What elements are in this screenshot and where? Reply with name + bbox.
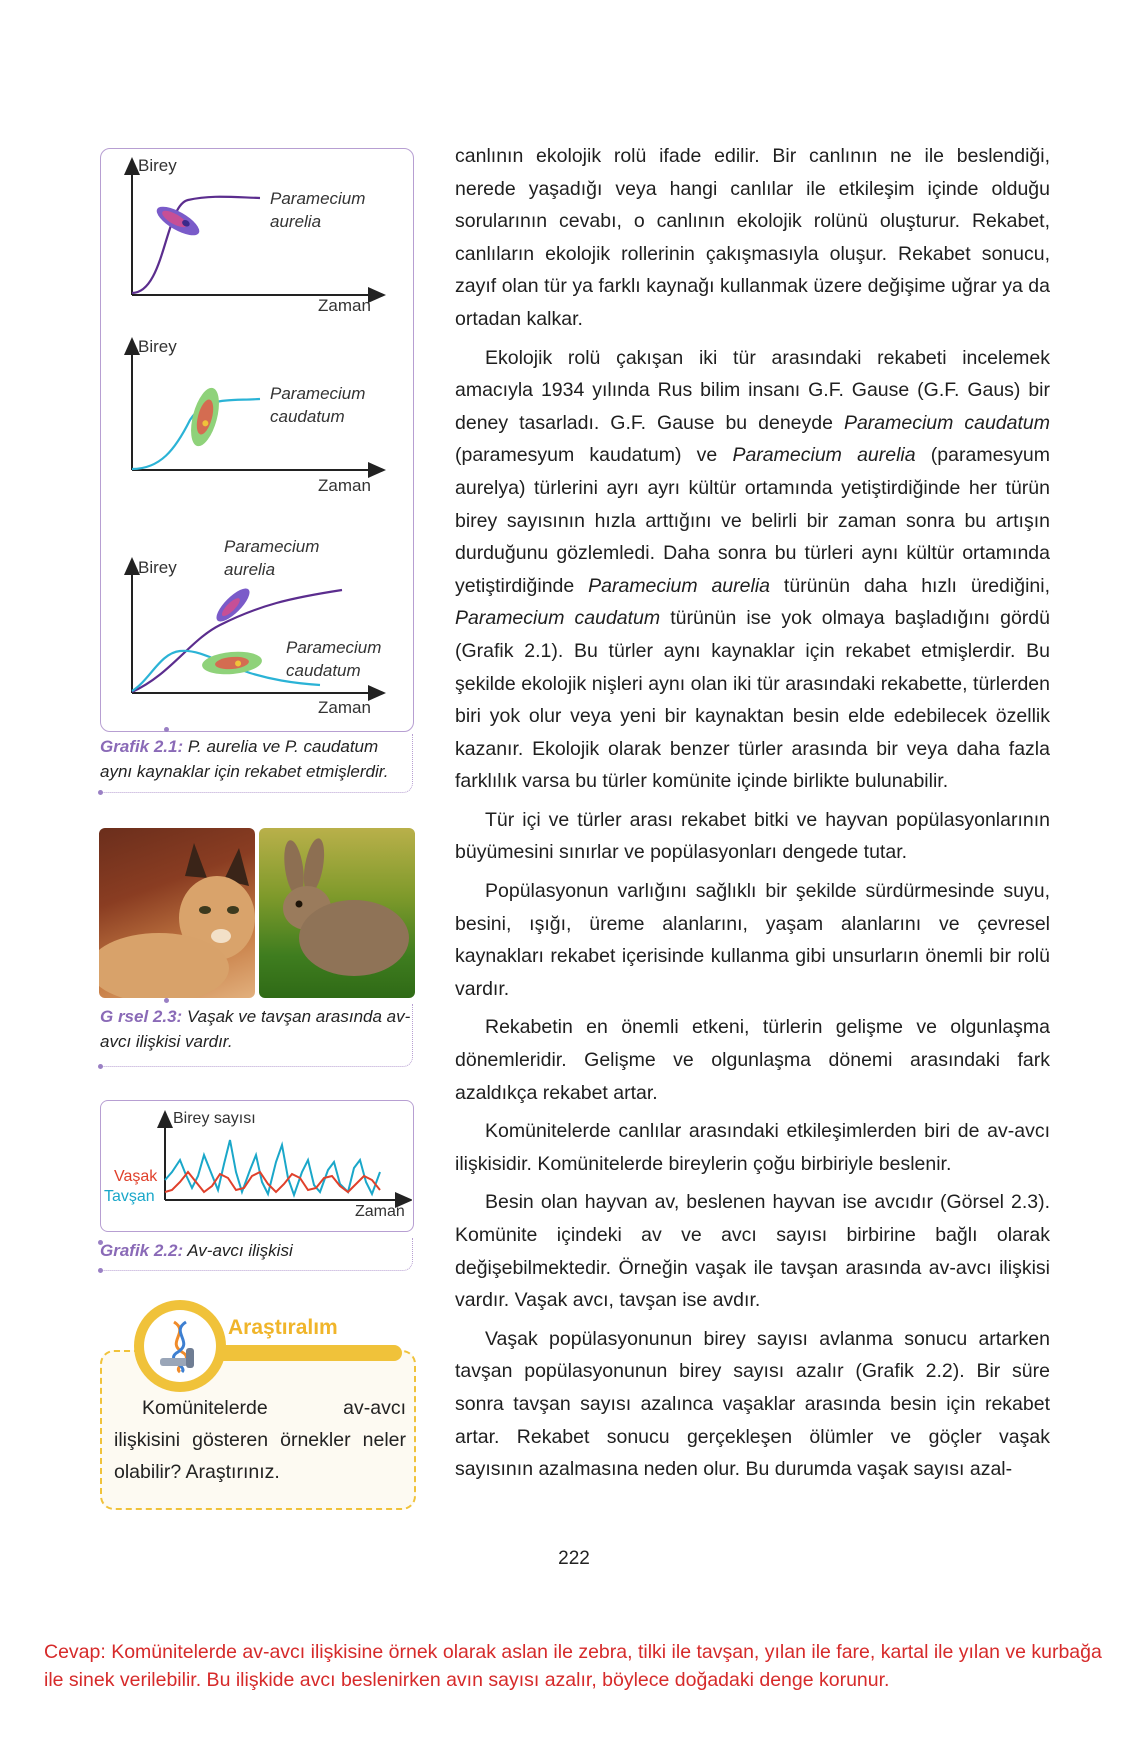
prey-series-line — [165, 1140, 380, 1195]
paragraph: Vaşak popülasyonunun birey sayısı avlanma sonucu artarken tavşan popülasyonunun birey sayısı azalır (Grafik 2.2). Bir süre sonra tavşan sayısı azalınca vaşaklar arasında besin için rekabet artar. Rekabet sonucu gerçekleşen ölümler ve göçler vaşak sayısının azalmasına neden olur. Bu durumda vaşak sayısı azal- — [455, 1327, 1050, 1481]
rabbit-image — [259, 828, 415, 998]
predator-series-label: Vaşak — [114, 1168, 158, 1185]
graph3-aurelia-label: Paramecium aurelia — [224, 537, 320, 579]
caption-text: P. aurelia ve P. caudatum aynı kaynaklar için rekabet etmişlerdir. — [100, 737, 389, 781]
caption-dot — [98, 790, 103, 795]
graph2-y-label: Birey — [138, 337, 177, 356]
paramecium-caudatum-icon — [201, 649, 263, 676]
photo-2-3-caption — [100, 1004, 413, 1067]
graph3-x-label: Zaman — [318, 698, 371, 717]
caption-dot — [164, 727, 169, 732]
paragraph: Rekabetin en önemli etkeni, türlerin gelişme ve olgunlaşma dönemleridir. Gelişme ve olgunlaşma dönemi arasındaki fark azaldıkça rekabet artar. — [455, 1016, 1050, 1104]
graph1-y-label: Birey — [138, 156, 177, 175]
research-title-bar — [222, 1345, 402, 1361]
caption-title: Grafik 2.2: — [100, 1241, 184, 1260]
caption-text: Vaşak ve tavşan arasında av-avcı ilişkisi vardır. — [100, 1007, 411, 1051]
predator-graph-y-label: Birey sayısı — [173, 1110, 256, 1127]
research-title: Araştıralım — [228, 1316, 338, 1339]
paragraph: Komünitelerde canlılar arasındaki etkileşimlerden biri de av-avcı ilişkisidir. Komünitelerde bireylerin çoğu birbiriyle beslenir. — [455, 1120, 1050, 1175]
graph2-species-label: Paramecium caudatum — [270, 384, 366, 426]
caracal-photo — [99, 828, 255, 998]
caption-title: G rsel 2.3: — [100, 1007, 183, 1026]
caption-title: Grafik 2.1: — [100, 737, 184, 756]
graph2-x-label: Zaman — [318, 476, 371, 495]
graph3-caudatum-label: Paramecium caudatum — [286, 638, 382, 680]
graph1-species-label: Paramecium aurelia — [270, 189, 366, 231]
caption-dot — [98, 1064, 103, 1069]
paragraph: Ekolojik rolü çakışan iki tür arasındaki rekabeti incelemek amacıyla 1934 yılında Rus bilim insanı G.F. Gause (G.F. Gaus) bir deney tasarladı. G.F. Gause bu deneyde Paramecium caudatum (paramesyum kaudatum) ve Paramecium aurelia (paramesyum aurelya) türlerini ayrı ayrı kültür ortamında yetiştirdiğinde her türün birey sayısının hızla arttığını ve belirli bir zaman sonra bu artışın durduğunu gözlemledi. Daha sonra bu türleri aynı kültür ortamında yetiştirdiğinde Paramecium aurelia türünün daha hızlı ürediğini, Paramecium caudatum türünün ise yok olmaya başladığını gördü (Grafik 2.1). Bu türler aynı kaynaklar için rekabet etmişlerdir. Bu şekilde ekolojik nişleri aynı olan iki tür arasındaki rekabette, türlerden biri yok olur veya yeni bir kaynaktan besin elde edebilecek özellik kazanır. Ekolojik olarak benzer türler arasında bir veya daha fazla farklılık varsa bu türler komünite içinde birlikte bulunabilir. — [455, 346, 1051, 793]
aurelia-growth-curve — [132, 197, 260, 293]
graph-2-2-caption — [100, 1238, 413, 1271]
paragraph: Tür içi ve türler arası rekabet bitki ve hayvan popülasyonlarının büyümesini sınırlar ve popülasyonları dengede tutar. — [455, 808, 1050, 864]
caption-text: Av-avcı ilişkisi — [183, 1241, 293, 1260]
predator-graph-x-label: Zaman — [355, 1203, 405, 1220]
paragraph: canlının ekolojik rolü ifade edilir. Bir canlının ne ile beslendiği, nerede yaşadığı veya hangi canlılar ile etkileşim içinde olduğu sorularının cevabı, o canlının ekolojik rolünü oluşturur. Rekabet, canlıların ekolojik rollerinin çakışmasıyla oluşur. Rekabet sonucu, zayıf olan tür ya farklı kaynağı kullanmak üzere değişime uğrar ya da ortadan kalkar. — [455, 145, 1050, 330]
graph1-x-label: Zaman — [318, 296, 371, 315]
graph3-y-label: Birey — [138, 558, 177, 577]
caracal-image — [99, 828, 255, 998]
caption-dot — [98, 1268, 103, 1273]
research-question: Komünitelerde av-avcı ilişkisini gösteren örnekler neler olabilir? Araştırınız. — [114, 1397, 406, 1483]
main-text-column — [455, 140, 1050, 1492]
caption-dot — [164, 998, 169, 1003]
rabbit-photo — [259, 828, 415, 998]
page-number: 222 — [558, 1548, 590, 1569]
paragraph: Popülasyonun varlığını sağlıklı bir şekilde sürdürmesinde suyu, besini, ışığı, üreme alanlarını, yaşam alanlarını ve çevresel kaynakları rekabet içerisinde kullanma gibi unsurların önemli bir rolü vardır. — [455, 880, 1050, 1000]
prey-series-label: Tavşan — [104, 1188, 155, 1205]
answer-text: Cevap: Komünitelerde av-avcı ilişkisine örnek olarak aslan ile zebra, tilki ile tavşan, yılan ile fare, kartal ile yılan ve kurbağa ile sinek verilebilir. Bu ilişkide avcı beslenirken avın sayısı azalır, böylece doğadaki denge korunur. — [44, 1641, 1102, 1691]
graph-2-1-caption — [100, 734, 413, 793]
dna-microscope-icon — [156, 1318, 206, 1374]
paragraph: Besin olan hayvan av, beslenen hayvan ise avcıdır (Görsel 2.3). Komünite içindeki av ve avcı sayısı birbirine bağlı olarak değişebilmektedir. Örneğin vaşak ile tavşan arasında av-avcı ilişkisi vardır. Vaşak avcı, tavşan ise avdır. — [455, 1191, 1050, 1312]
